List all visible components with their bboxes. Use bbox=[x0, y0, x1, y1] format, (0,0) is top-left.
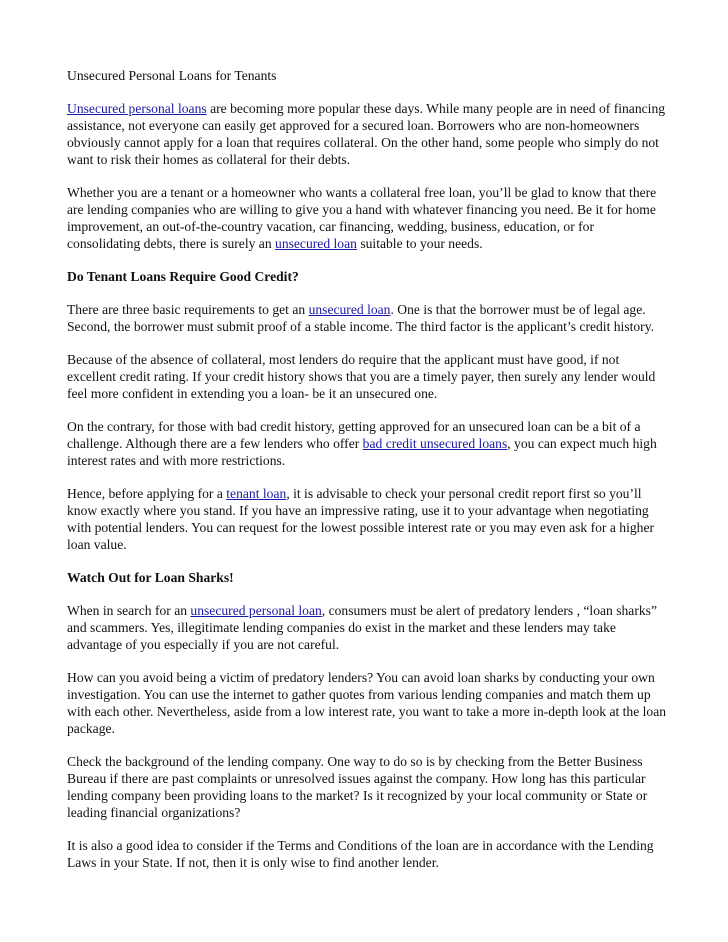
paragraph-3-text-after: . One is that the borrower must be of legal age. Second, the borrower must submit proof of a stable income. The third factor is the applicant’s credit history. bbox=[67, 302, 655, 334]
paragraph-4: Because of the absence of collateral, most lenders do require that the applicant must have good, if not excellent credit rating. If your credit history shows that you are a timely payer, then surely any lender would feel more confident in extending you a loan- be it an unsecured one. bbox=[67, 352, 656, 401]
section-heading-credit: Do Tenant Loans Require Good Credit? bbox=[67, 269, 299, 284]
paragraph-3 bbox=[67, 301, 667, 335]
document-page bbox=[67, 67, 667, 887]
unsecured-loan-link[interactable]: unsecured loan bbox=[275, 236, 357, 251]
paragraph-9: Check the background of the lending company. One way to do so is by checking from the Better Business Bureau if there are past complaints or unresolved issues against the company. How long has this particular lending company been providing loans to the market? Is it recognized by your local community or State or leading financial organizations? bbox=[67, 754, 648, 820]
section-heading-loan-sharks: Watch Out for Loan Sharks! bbox=[67, 570, 234, 585]
paragraph-7-text-before: When in search for an bbox=[67, 603, 191, 618]
paragraph-10: It is also a good idea to consider if the Terms and Conditions of the loan are in accordance with the Lending Laws in your State. If not, then it is only wise to find another lender. bbox=[67, 838, 654, 870]
unsecured-personal-loan-link[interactable]: unsecured personal loan bbox=[190, 603, 322, 618]
unsecured-personal-loans-link[interactable]: Unsecured personal loans bbox=[67, 101, 207, 116]
paragraph-6-text-before: Hence, before applying for a bbox=[67, 486, 227, 501]
paragraph-7-text-after: , consumers must be alert of predatory lenders , “loan sharks” and scammers. Yes, illegitimate lending companies do exist in the market and these lenders may take advantage of you especially if you are not careful. bbox=[67, 603, 657, 652]
tenant-loan-link[interactable]: tenant loan bbox=[226, 486, 287, 501]
paragraph-3-text-before: There are three basic requirements to get an bbox=[67, 302, 309, 317]
paragraph-5-text-before: On the contrary, for those with bad credit history, getting approved for an unsecured loan can be a bit of a challenge. Although there are a few lenders who offer bbox=[67, 419, 641, 451]
paragraph-2 bbox=[67, 184, 667, 252]
paragraph-8: How can you avoid being a victim of predatory lenders? You can avoid loan sharks by conducting your own investigation. You can use the internet to gather quotes from various lending companies and match them up with each other. Nevertheless, aside from a low interest rate, you want to take a more in-depth look at the loan package. bbox=[67, 670, 667, 736]
paragraph-5-text-after: , you can expect much high interest rates and with more restrictions. bbox=[67, 436, 657, 468]
paragraph-6-text-after: , it is advisable to check your personal credit report first so you’ll know exactly where you stand. If you have an impressive rating, use it to your advantage when negotiating with potential lenders. You can request for the lowest possible interest rate or you may even ask for a higher loan value. bbox=[67, 486, 655, 552]
paragraph-1-text: are becoming more popular these days. While many people are in need of financing assistance, not everyone can easily get approved for a secured loan. Borrowers who are non-homeowners obviously cannot apply for a loan that requires collateral. On the other hand, some people who simply do not want to risk their homes as collateral for their debts. bbox=[67, 101, 666, 167]
paragraph-2-text-before: Whether you are a tenant or a homeowner who wants a collateral free loan, you’ll be glad to know that there are lending companies who are willing to give you a hand with whatever financing you need. Be it for home improvement, an out-of-the-country vacation, car financing, wedding, business, education, or for consolidating debts, there is surely an bbox=[67, 185, 657, 251]
bad-credit-unsecured-loans-link[interactable]: bad credit unsecured loans bbox=[362, 436, 508, 451]
paragraph-1 bbox=[67, 100, 667, 168]
paragraph-2-text-after: suitable to your needs. bbox=[356, 236, 483, 251]
paragraph-7 bbox=[67, 602, 667, 653]
document-title: Unsecured Personal Loans for Tenants bbox=[67, 68, 277, 83]
unsecured-loan-link-2[interactable]: unsecured loan bbox=[308, 302, 391, 317]
paragraph-5 bbox=[67, 418, 667, 469]
paragraph-6 bbox=[67, 485, 667, 553]
